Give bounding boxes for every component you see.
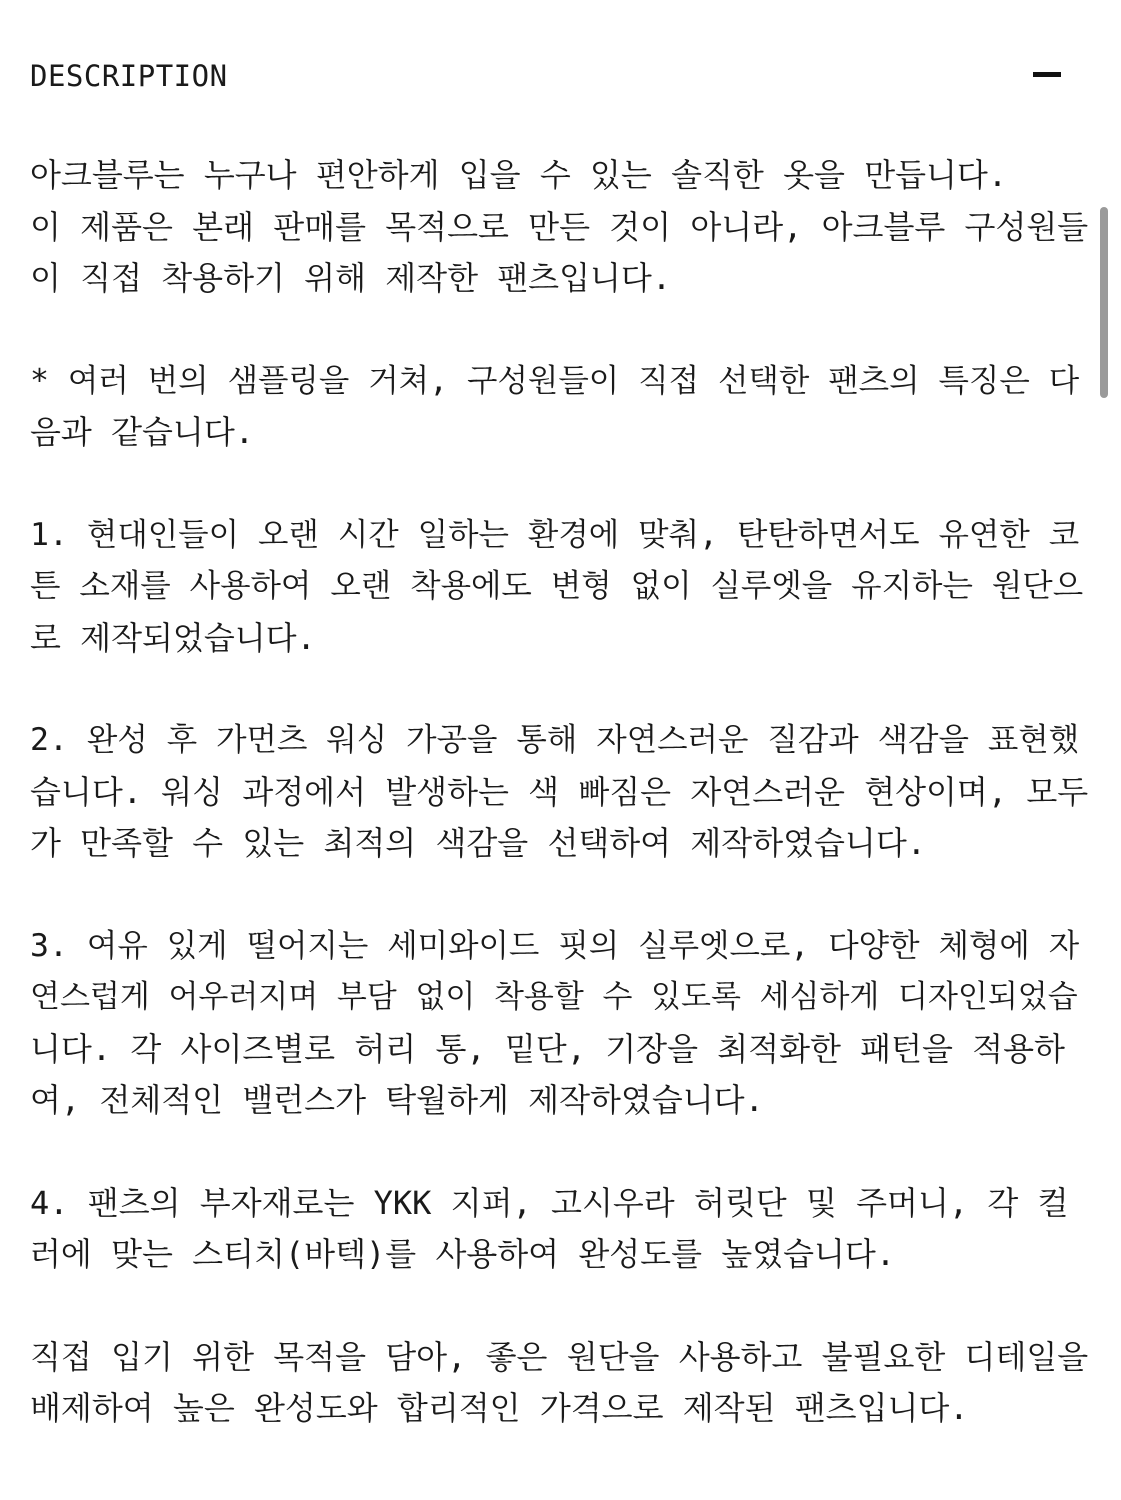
paragraph-line: 가 만족할 수 있는 최적의 색감을 선택하여 제작하였습니다. <box>30 824 927 862</box>
paragraph-line: 습니다. 워싱 과정에서 발생하는 색 빠짐은 자연스러운 현상이며, 모두 <box>30 772 1089 811</box>
description-header[interactable] <box>30 40 1121 112</box>
paragraph-line: 여, 전체적인 밸런스가 탁월하게 제작하였습니다. <box>30 1081 764 1119</box>
paragraph-line: 이 직접 착용하기 위해 제작한 팬츠입니다. <box>30 259 672 297</box>
paragraph-line: 2. 완성 후 가먼츠 워싱 가공을 통해 자연스러운 질감과 색감을 표현했 <box>30 722 1080 758</box>
paragraph-line: 로 제작되었습니다. <box>30 618 316 657</box>
collapse-button[interactable] <box>1033 60 1061 88</box>
section-title: DESCRIPTION <box>30 59 228 93</box>
description-paragraph <box>30 510 1092 665</box>
description-paragraph <box>30 921 1092 1127</box>
paragraph-line: 아크블루는 누구나 편안하게 입을 수 있는 솔직한 옷을 만듭니다. <box>30 156 1008 194</box>
description-paragraph <box>30 356 1092 459</box>
scrollbar-thumb[interactable] <box>1100 207 1108 398</box>
description-paragraph <box>30 150 1092 305</box>
paragraph-line: 배제하여 높은 완성도와 합리적인 가격으로 제작된 팬츠입니다. <box>30 1389 969 1427</box>
description-paragraph <box>30 715 1092 870</box>
paragraph-line: 4. 팬츠의 부자재로는 YKK 지퍼, 고시우라 허릿단 및 주머니, 각 컬 <box>30 1183 1069 1222</box>
paragraph-line: 이 제품은 본래 판매를 목적으로 만든 것이 아니라, 아크블루 구성원들 <box>30 207 1089 246</box>
paragraph-line: 튼 소재를 사용하여 오랜 착용에도 변형 없이 실루엣을 유지하는 원단으 <box>30 568 1084 604</box>
paragraph-line: 1. 현대인들이 오랜 시간 일하는 환경에 맞춰, 탄탄하면서도 유연한 코 <box>30 516 1080 553</box>
description-paragraph <box>30 1178 1092 1281</box>
paragraph-line: 니다. 각 사이즈별로 허리 통, 밑단, 기장을 최적화한 패턴을 적용하 <box>30 1029 1065 1068</box>
description-paragraph <box>30 1332 1092 1435</box>
minus-icon <box>1033 72 1061 77</box>
paragraph-line: 연스럽게 어우러지며 부담 없이 착용할 수 있도록 세심하게 디자인되었습 <box>30 979 1078 1015</box>
paragraph-line: 직접 입기 위한 목적을 담아, 좋은 원단을 사용하고 불필요한 디테일을 <box>30 1337 1089 1376</box>
description-body <box>30 150 1092 1486</box>
paragraph-line: * 여러 번의 샘플링을 거쳐, 구성원들이 직접 선택한 팬츠의 특징은 다 <box>30 362 1080 399</box>
paragraph-line: 음과 같습니다. <box>30 413 255 451</box>
paragraph-line: 3. 여유 있게 떨어지는 세미와이드 핏의 실루엣으로, 다양한 체형에 자 <box>30 927 1080 964</box>
paragraph-line: 러에 맞는 스티치(바텍)를 사용하여 완성도를 높였습니다. <box>30 1235 896 1273</box>
